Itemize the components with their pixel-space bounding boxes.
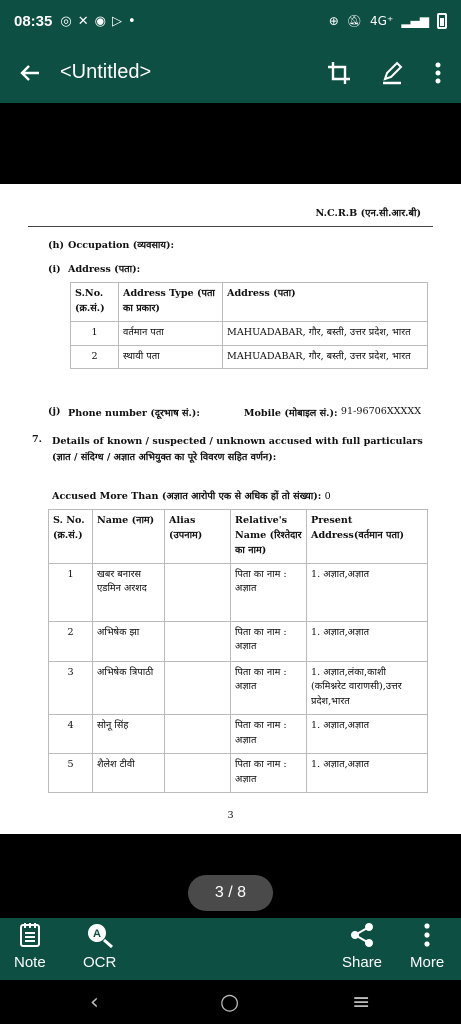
back-arrow-icon[interactable] xyxy=(0,62,60,84)
dot-icon: • xyxy=(127,13,136,29)
play-icon: ▷ xyxy=(111,13,122,29)
ocr-label: OCR xyxy=(83,954,117,971)
table-row: 1 खबर बनारस एडमिन अरशद पिता का नाम : अज्ञात 1. अज्ञात,अज्ञात xyxy=(49,563,428,621)
address-line: (i) Address (पता): xyxy=(48,264,141,275)
document-title: <Untitled> xyxy=(60,61,152,83)
nav-back-icon[interactable]: ‹ xyxy=(90,990,99,1015)
accused-more-line: Accused More Than (अज्ञात आरोपी एक से अधिक हों तो संख्या): 0 xyxy=(52,491,331,502)
whatsapp-icon: ◎ xyxy=(60,13,72,29)
page-header: N.C.R.B (एन.सी.आर.बी) xyxy=(315,208,421,219)
table-header-row: S.No. (क्र.सं.) Address Type (पता का प्रकार) Address (पता) xyxy=(71,283,428,322)
table-row: 2 अभिषेक झा पिता का नाम : अज्ञात 1. अज्ञात,अज्ञात xyxy=(49,621,428,661)
more-button[interactable] xyxy=(410,922,444,971)
share-label: Share xyxy=(342,954,383,971)
page-number: 3 xyxy=(227,810,234,821)
nav-home-icon[interactable]: ○ xyxy=(220,990,240,1015)
table-row: 1 वर्तमान पता MAHUADABAR, गौर, बस्ती, उत्तर प्रदेश, भारत xyxy=(71,321,428,345)
occupation-line: (h) Occupation (व्यवसाय): xyxy=(48,240,175,251)
app-icon: ◉ xyxy=(94,13,106,29)
address-table xyxy=(70,282,428,369)
section-7-heading: Details of known / suspected / unknown accused with full particulars (ज्ञात / संदिग्ध / अज्ञात अभियुक्त का पूरे विवरण सहित वर्णन): xyxy=(52,436,423,464)
sync-icon: ⊕ xyxy=(328,14,339,28)
share-icon xyxy=(350,922,374,948)
ocr-button[interactable] xyxy=(83,922,116,971)
mute-icon: 🔕︎ xyxy=(346,14,363,28)
status-bar xyxy=(0,0,461,42)
phone-line: (j) Phone number (दूरभाष सं.): Mobile (मोबाइल सं.): 91-96706XXXXX xyxy=(48,406,422,419)
edit-pen-icon[interactable] xyxy=(381,61,405,85)
mobile-value: 91-96706XXXXX xyxy=(340,406,422,417)
more-label: More xyxy=(410,954,445,971)
app-bar xyxy=(0,42,461,103)
bottom-toolbar xyxy=(0,918,461,980)
system-nav-bar xyxy=(0,980,461,1024)
note-label: Note xyxy=(14,954,46,971)
mobile-label: Mobile (मोबाइल सं.): xyxy=(243,408,338,419)
x-icon: ✕ xyxy=(77,13,89,29)
more-vert-icon xyxy=(424,922,430,948)
svg-text:A: A xyxy=(92,928,101,940)
table-header-row: S. No. (क्र.सं.) Name (नाम) Alias (उपनाम) Relative's Name (रिश्तेदार का नाम) Present Address(वर्तमान पता) xyxy=(49,510,428,564)
nav-recents-icon[interactable]: ≡ xyxy=(352,990,371,1015)
section-7: 7. Details of known / suspected / unknown accused with full particulars (ज्ञात / संदिग्ध / अज्ञात अभियुक्त का पूरे विवरण सहित वर्णन): xyxy=(28,434,428,467)
table-row: 5 शैलेश टीवी पिता का नाम : अज्ञात 1. अज्ञात,अज्ञात xyxy=(49,753,428,792)
note-icon xyxy=(19,922,41,948)
network-label: 4G⁺ xyxy=(370,14,394,28)
page-indicator: 3 / 8 xyxy=(188,875,273,911)
share-button[interactable] xyxy=(342,922,382,971)
document-page xyxy=(0,184,461,834)
table-row: 2 स्थायी पता MAHUADABAR, गौर, बस्ती, उत्तर प्रदेश, भारत xyxy=(71,345,428,369)
more-vert-icon[interactable] xyxy=(435,62,441,84)
table-row: 3 अभिषेक त्रिपाठी पिता का नाम : अज्ञात 1. अज्ञात,लंका,काशी (कमिश्नरेट वाराणसी),उत्तर प्रदेश,भारत xyxy=(49,661,428,715)
table-row: 4 सोनू सिंह पिता का नाम : अज्ञात 1. अज्ञात,अज्ञात xyxy=(49,715,428,754)
note-button[interactable] xyxy=(14,922,46,971)
battery-icon xyxy=(437,13,447,29)
signal-icon: ▂▄▆ xyxy=(401,14,429,28)
header-divider xyxy=(28,226,433,227)
crop-icon[interactable] xyxy=(327,61,351,85)
accused-table xyxy=(48,509,428,793)
status-time: 08:35 xyxy=(14,12,53,30)
ocr-search-icon xyxy=(86,922,114,948)
